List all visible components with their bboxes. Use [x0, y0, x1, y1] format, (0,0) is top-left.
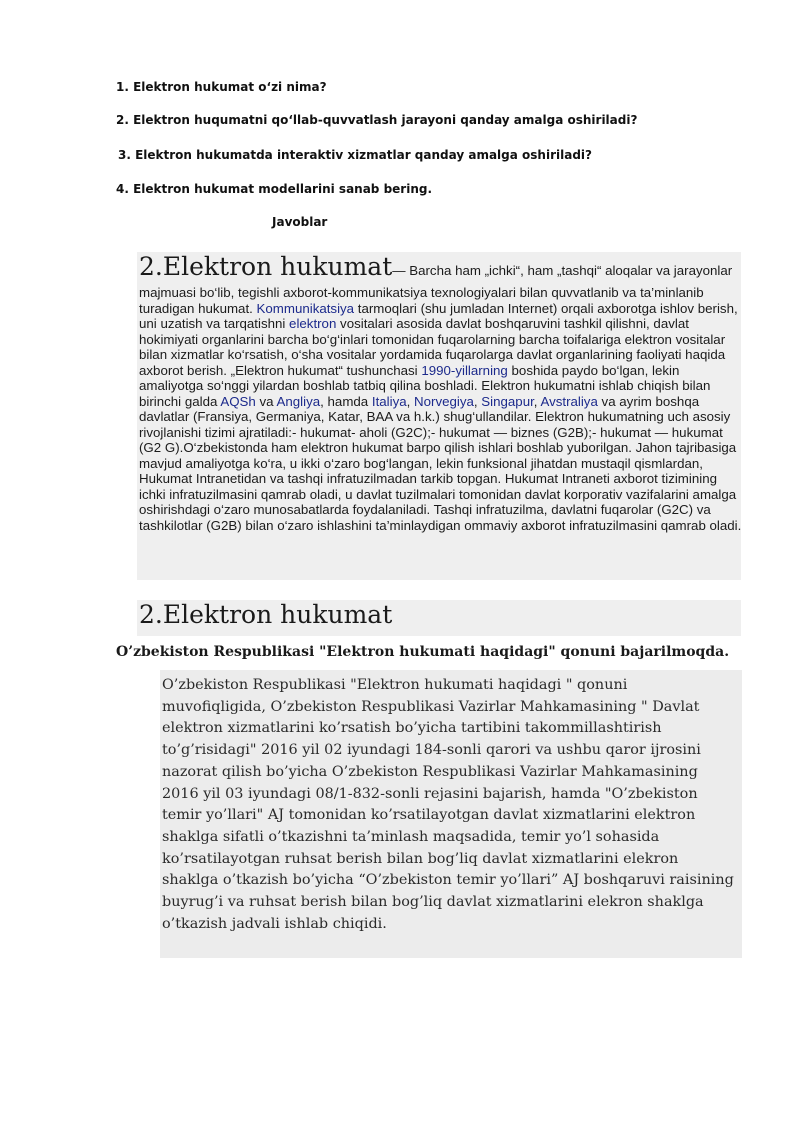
- link-elektron[interactable]: elektron: [289, 316, 337, 331]
- section1-text: — Barcha ham „ichki“, ham „tashqi“ aloqalar va jarayonlar majmuasi bo‘lib, tegishli axborot-kommunikatsiya texnologiyalari bilan quvvatlanib va ta’minlanib turadigan hukumat.: [139, 263, 733, 316]
- question-2: 2. Elektron huqumatni qo‘llab-quvvatlash jarayoni qanday amalga oshiriladi?: [116, 113, 638, 127]
- link-singapur[interactable]: Singapur: [481, 393, 534, 409]
- link-italiya[interactable]: Italiya: [371, 393, 407, 409]
- section1-paragraph: [139, 253, 743, 533]
- link-avstraliya[interactable]: Avstraliya: [540, 393, 598, 409]
- answers-heading: Javoblar: [272, 215, 328, 229]
- section1-text: ,: [473, 393, 482, 409]
- section2-subheading: O’zbekiston Respublikasi "Elektron hukumati haqidagi" qonuni bajarilmoqda.: [116, 644, 730, 660]
- section1-text: tarmoqlari (shu jumladan Internet) orqali axborotga ishlov berish, uni uzatish va tarqatishni: [139, 300, 738, 331]
- question-1: 1. Elektron hukumat o‘zi nima?: [116, 80, 327, 94]
- link-angliya[interactable]: Angliya: [276, 393, 321, 409]
- link-norvegiya[interactable]: Norvegiya: [414, 393, 474, 409]
- section1-text: boshida paydo bo‘lgan, lekin amaliyotga so‘nggi yilardan boshlab tatbiq qilina boshladi. Elektron hukumatni ishlab chiqish bilan birinchi galda: [139, 362, 711, 409]
- section1-text: vositalari asosida davlat boshqaruvini tashkil qilishni, davlat hokimiyati organlarini barcha bo‘g‘inlari tomonidan fuqarolarning barcha toifalariga elektron vositalar bilan xizmatlar ko‘rsatish, o‘sha vositalar yordamida fuqarolarga davlat organlarining faoliyati haqida axborot berish. „Elektron hukumat“ tushunchasi: [139, 316, 726, 378]
- link-kommunikatsiya[interactable]: Kommunikatsiya: [256, 300, 355, 316]
- section1-text: ,: [406, 393, 415, 409]
- section1-text: va ayrim boshqa davlatlar (Fransiya, Germaniya, Katar, BAA va h.k.) shug‘ullandilar. Elektron hukumatning uch asosiy rivojlanishi tizimi ajratiladi:- hukumat- aholi (G2C);- hukumat — biznes (G2B);- hukumat — hukumat (G2 G).O‘zbekistonda ham elektron hukumat barpo qilish ishlari boshlab yuborilgan. Jahon tajribasiga mavjud amaliyotga ko‘ra, u ikki o‘zaro bog‘langan, lekin funksional jihatdan mustaqil qismlardan, Hukumat Intranetidan va tashqi infratuzilmadan tarkib topgan. Hukumat Intraneti axborot tizimining ichki infratuzilmasini qamrab oladi, u davlat tuzilmalari tomonidan davlat korporativ vazifalarini amalga oshirishdagi o‘zaro munosabatlarda foydalaniladi. Tashqi infratuzilma, davlatni fuqarolar (G2C) va tashkilotlar (G2B) bilan o‘zaro ishlashini ta’minlaydigan ommaviy axborot infratuzilmasini qamrab oladi.: [139, 393, 742, 533]
- link-aqsh[interactable]: AQSh: [220, 393, 256, 409]
- section2-body: O’zbekiston Respublikasi "Elektron hukumati haqidagi " qonuni muvofiqligida, O’zbekiston Respublikasi Vazirlar Mahkamasining " Davlat elektron xizmatlarini ko’rsatish bo’yicha tartibini takommillashtirish to’g’risidagi" 2016 yil 02 iyundagi 184-sonli qarori va ushbu qaror ijrosini nazorat qilish bo’yicha O’zbekiston Respublikasi Vazirlar Mahkamasining 2016 yil 03 iyundagi 08/1-832-sonli rejasini bajarish, hamda "O’zbekiston temir yo’llari" AJ tomonidan ko’rsatilayotgan davlat xizmatlarini elektron shaklga sifatli o’tkazishni ta’minlash maqsadida, temir yo’l sohasida ko’rsatilayotgan ruhsat berish bilan bog’liq davlat xizmatlarini elekron shaklga o’tkazish bo’yicha “O’zbekiston temir yo’llari” AJ boshqaruvi raisining buyrug’i va ruhsat berish bilan bog’liq davlat xizmatlarini elekron shaklga o’tkazish jadvali ishlab chiqidi.: [162, 677, 734, 932]
- section1-title: 2.Elektron hukumat: [139, 252, 393, 281]
- question-3: 3. Elektron hukumatda interaktiv xizmatlar qanday amalga oshiriladi?: [118, 148, 592, 162]
- section1-text: , hamda: [320, 393, 372, 409]
- section2-title-block: [137, 600, 741, 636]
- section1-text: ,: [533, 393, 541, 409]
- question-4: 4. Elektron hukumat modellarini sanab bering.: [116, 182, 433, 196]
- link-1990-yillarning[interactable]: 1990-yillarning: [421, 362, 508, 378]
- section2-title: 2.Elektron hukumat: [139, 600, 393, 629]
- section1-text: va: [255, 393, 277, 409]
